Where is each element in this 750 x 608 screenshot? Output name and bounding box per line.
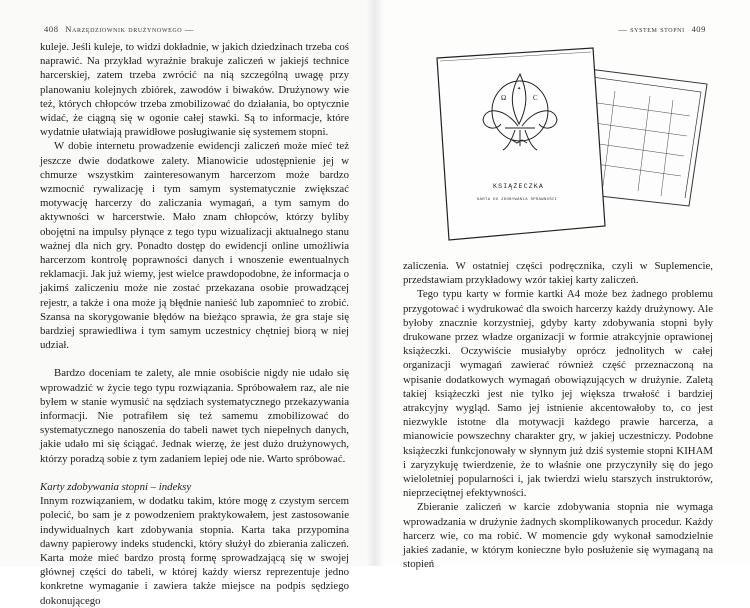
book-gutter [366, 0, 384, 566]
paragraph: Tego typu karty w formie kartki A4 może bez żadnego problemu przygotować i wydrukować dla swoich harcerzy każdy drużynowy. Ale byłoby znacznie korzystniej, gdyby karty zdobywania stopni były drukowane przez władze organizacji w formie atrakcyjnie oprawionej książeczki. Oczywiście musiałyby oprócz jednolitych w całej organizacji wymagań zawierać również część przeznaczoną na wpisanie dodatkowych wymagań obowiązujących w drużynie. Zaletą takiej książeczki jest nie tylko jej większa trwałość i bardziej atrakcyjny wygląd. Samo jej istnienie akcentowałoby to, co jest niezwykle istotne dla motywacji każdego prawie harcerza, a mianowicie powszechny charakter gry, w jakiej uczestniczy. Podobne książeczki funkcjonowały w słynnym już dziś systemie stopni KIHAM i zaryzykuję twierdzenie, że to właśnie one przyczyniły się do jego wieloletniej popularności i, jak twierdzi wielu starszych instruktorów, nieprzeciętnej efektywności. [403, 288, 713, 500]
svg-text:✦: ✦ [517, 87, 522, 92]
paragraph: zaliczenia. W ostatniej części podręcznika, czyli w Suplemencie, przedstawiam przykładowy wzór takiej karty zaliczeń. [403, 260, 713, 287]
booklet-illustration [415, 46, 715, 246]
paragraph: W dobie internetu prowadzenie ewidencji zaliczeń może mieć też jeszcze dwie dodatkowe zalety. Mianowicie udostępnienie jej w chmurze wszystkim zainteresowanym harcerzom może bardzo wzmocnić rywalizację i tym samym systematycznie zwiększać motywację harcerzy do zaliczania wymagań, a tym samym do aktywności w harcerstwie. Mało znam chłopców, którzy byliby obojętni na impulsy płynące z tego typu wizualizacji aktualnego stanu ważnej dla nich gry. Ponadto dostęp do ewidencji online umożliwia harcerzom kontrolę poprawności danych i wnoszenie ewentualnych reklamacji. Jak już wiemy, jest wielce prawdopodobne, że informacja o jakimś zaliczeniu może nie zostać przekazana osobie prowadzącej rejestr, a także i ona może ją błędnie nanieść lub zapomnieć to zrobić. Szansa na skorygowanie błędów na bieżąco sprawia, że gra staje się bardziej sprawiedliwa i tym samym uczestnicy chętniej biorą w niej udział. [40, 140, 349, 352]
right-page-number: 409 [691, 24, 706, 34]
left-running-head-title: Narzędziownik drużynowego — [65, 24, 195, 34]
left-page [0, 0, 375, 607]
left-body-text [40, 40, 349, 608]
card-subtitle: KARTA DO ZDOBYWANIA SPRAWNOŚCI [477, 198, 558, 202]
right-running-head [618, 24, 710, 34]
svg-text:Ω: Ω [501, 94, 507, 102]
left-page-number: 408 [44, 24, 59, 34]
section-subheading: Karty zdobywania stopni – indeksy [40, 480, 192, 493]
paragraph: Zbieranie zaliczeń w karcie zdobywania stopnia nie wymaga wprowadzania w drużynie żadnych skomplikowanych procedur. Każdy harcerz wie, co ma robić. W momencie gdy wykonał samodzielnie jakieś zadanie, w którym konieczne było posłużenie się wymaganą na stopień [403, 501, 713, 571]
right-body-text [403, 259, 713, 571]
paragraph: Innym rozwiązaniem, w dodatku takim, które mogę z czystym sercem polecić, bo sam je z powodzeniem praktykowałem, jest zastosowanie indywidualnych kart zdobywania stopnia. Karta taka przypomina dawny papierowy indeks studencki, który służył do zbierania zaliczeń. Karta może mieć bardzo prostą formę sprowadzającą się w swojej głównej części do tabeli, w której każdy wiersz reprezentuje jedno konkretne wymaganie i zawiera także miejsce na podpis sędziego dokonującego [40, 495, 349, 607]
right-page [375, 0, 750, 571]
paragraph: kuleje. Jeśli kuleje, to widzi dokładnie, w jakich dziedzinach trzeba coś naprawić. Na przykład wyraźnie brakuje zaliczeń w jakiejś technice harcerskiej, zatem trzeba zwrócić na nią szczególną uwagę przy planowaniu kolejnych zbiórek, zawodów i biwaków. Drużynowy wie też, których chłopców trzeba zmobilizować do działania, bo optycznie widać, że ciągną się w ogonie całej stawki. Są to informacje, które wydatnie ułatwiają prawidłowe posługiwanie się systemem stopni. [40, 41, 349, 139]
paragraph: Bardzo doceniam te zalety, ale mnie osobiście nigdy nie udało się wprowadzić w życie tego typu rozwiązania. Spróbowałem raz, ale nie byłem w stanie wymusić na sędziach systematycznego przekazywania informacji. Nie potrafiłem się też samemu zmobilizować do systematycznego nanoszenia do tabeli nawet tych niepełnych danych, jakie udało mi się ściągać. Jednak wierzę, że jest dużo drużynowych, którzy poradzą sobie z tym zadaniem lepiej ode nie. Warto spróbować. [40, 367, 349, 465]
svg-text:С: С [533, 94, 538, 102]
left-running-head [40, 24, 194, 34]
card-title: KSIĄŻECZKA [493, 183, 545, 190]
right-running-head-title: — system stopni [618, 24, 685, 34]
